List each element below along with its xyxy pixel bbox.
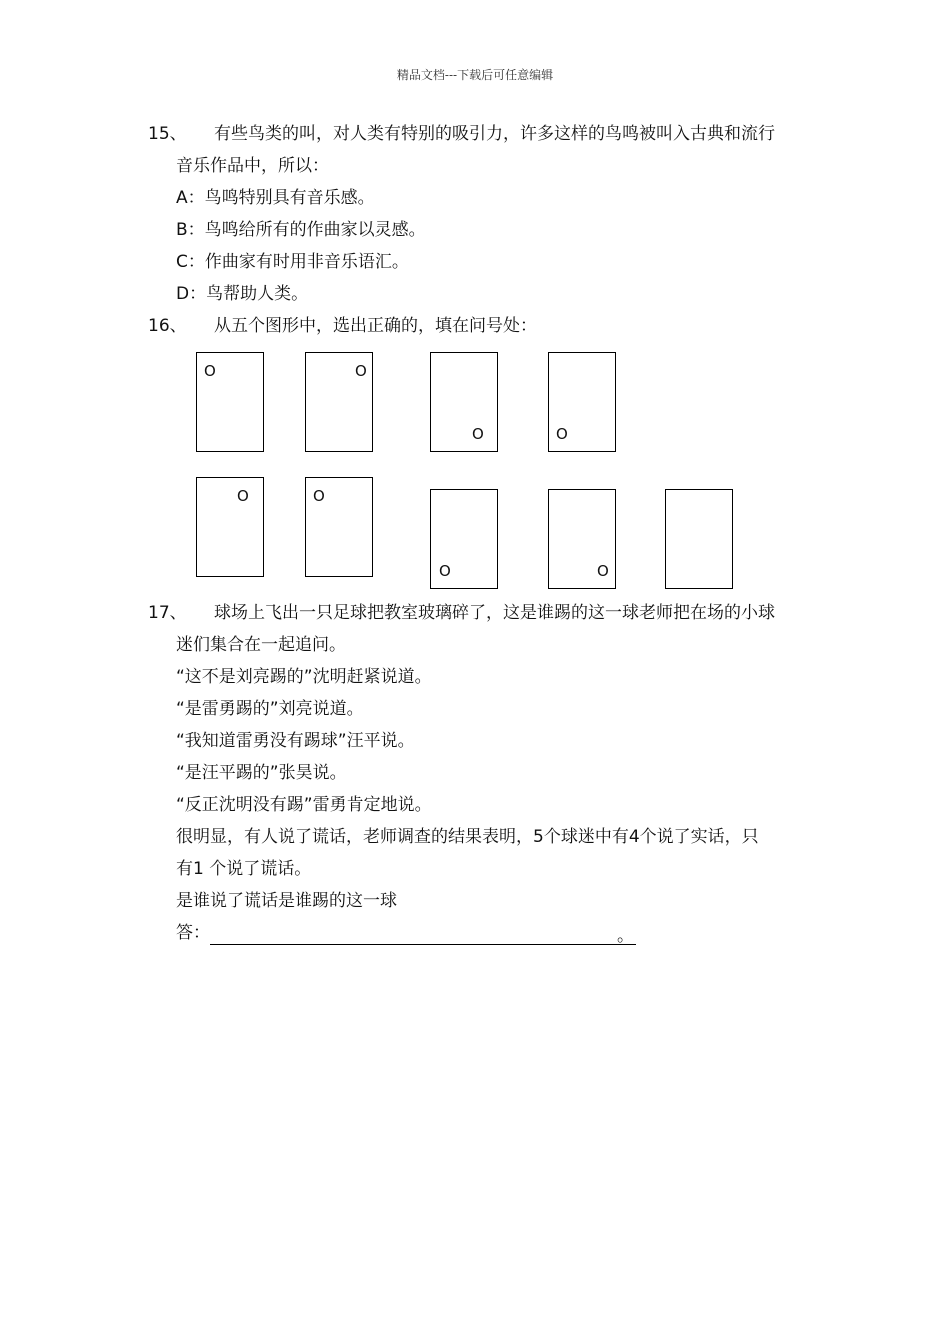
circle-mark: O <box>204 362 216 380</box>
q17-quote: “这不是刘亮踢的”沈明赶紧说道。 <box>176 667 432 687</box>
q17-quote: “是汪平踢的”张昊说。 <box>176 763 347 783</box>
figure-box <box>196 352 264 452</box>
q15-option-b: B：鸟鸣给所有的作曲家以灵感。 <box>176 220 426 240</box>
q17-answer-line <box>176 921 636 945</box>
q15-line1 <box>148 122 775 146</box>
q15-number: 15、 <box>148 124 187 144</box>
q17-quote: “是雷勇踢的”刘亮说道。 <box>176 699 364 719</box>
q17-stem-1: 球场上飞出一只足球把教室玻璃碎了，这是谁踢的这一球老师把在场的小球 <box>214 603 775 623</box>
q17-stem-2: 迷们集合在一起追问。 <box>176 635 346 655</box>
figure-box <box>430 489 498 589</box>
circle-mark: O <box>439 562 451 580</box>
q15-option-a: A：鸟鸣特别具有音乐感。 <box>176 188 375 208</box>
answer-period: 。 <box>617 926 634 946</box>
circle-mark: O <box>237 487 249 505</box>
q17-quote: “反正沈明没有踢”雷勇肯定地说。 <box>176 795 432 815</box>
figure-box <box>196 477 264 577</box>
answer-figure-box <box>665 489 733 589</box>
q15-option-c: C：作曲家有时用非音乐语汇。 <box>176 252 409 272</box>
figure-box <box>305 477 373 577</box>
q17-question: 是谁说了谎话是谁踢的这一球 <box>176 891 397 911</box>
circle-mark: O <box>556 425 568 443</box>
circle-mark: O <box>355 362 367 380</box>
q17-text-1: 很明显，有人说了谎话，老师调查的结果表明，5个球迷中有4个说了实话，只 <box>176 827 759 847</box>
q16-number: 16、 <box>148 316 187 336</box>
q17-text-2: 有1 个说了谎话。 <box>176 859 312 879</box>
answer-label: 答： <box>176 923 210 943</box>
q16-stem: 从五个图形中，选出正确的，填在问号处： <box>214 316 537 336</box>
q17-quote: “我知道雷勇没有踢球”汪平说。 <box>176 731 415 751</box>
q15-option-d: D：鸟帮助人类。 <box>176 284 309 304</box>
answer-blank[interactable] <box>210 926 636 945</box>
figure-box <box>430 352 498 452</box>
q15-stem-2: 音乐作品中，所以： <box>176 156 329 176</box>
q16-line <box>148 314 537 338</box>
circle-mark: O <box>597 562 609 580</box>
circle-mark: O <box>313 487 325 505</box>
figure-box <box>548 489 616 589</box>
figure-box <box>548 352 616 452</box>
q17-line1 <box>148 601 775 625</box>
q17-number: 17、 <box>148 603 187 623</box>
figure-box <box>305 352 373 452</box>
page-header: 精品文档---下载后可任意编辑 <box>396 68 554 82</box>
circle-mark: O <box>472 425 484 443</box>
q15-stem-1: 有些鸟类的叫，对人类有特别的吸引力，许多这样的鸟鸣被叫入古典和流行 <box>214 124 775 144</box>
